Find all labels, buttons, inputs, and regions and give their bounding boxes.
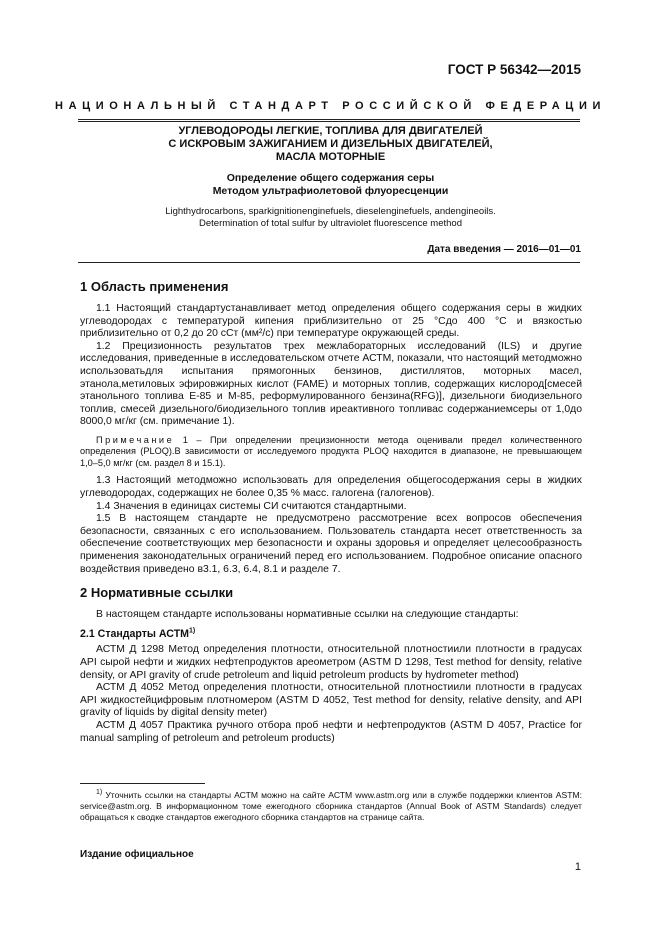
date-rule [78,262,580,263]
section-1-heading: 1 Область применения [80,279,229,294]
paragraph-1-1: 1.1 Настоящий стандартустанавливает метод определения общего содержания серы в жидких углеводородах с температурой кипения приблизительно от 25 °Сдо 400 °С и вязкостью приблизительно от 0,2 до 20 сСт (мм²/с) при температуре окружающей среды. [80,303,582,340]
title-line-2: С ИСКРОВЫМ ЗАЖИГАНИЕМ И ДИЗЕЛЬНЫХ ДВИГАТЕЛЕЙ, [168,138,493,150]
document-subtitle [0,172,661,198]
title-line-1: УГЛЕВОДОРОДЫ ЛЕГКИЕ, ТОПЛИВА ДЛЯ ДВИГАТЕЛЕЙ [178,125,483,137]
edition-label: Издание официальное [80,849,194,860]
subtitle-line-2: Методом ультрафиолетовой флуоресценции [212,185,449,197]
english-title-line-1: Lighthydrocarbons, sparkignitionenginefuels, dieselenginefuels, andengineoils. [165,206,496,217]
footnote-mark: 1) [96,789,103,797]
page-number: 1 [574,861,581,873]
main-content [80,280,582,745]
reference-astm-d4052: АСТМ Д 4052 Метод определения плотности, относительной плотностиили плотности в градусах API жидкостейцифровым плотномером (ASTM D 4052, Test method for density, relative density, and API gravity of liquids by digital density meter) [80,682,582,719]
header-rule-bottom [78,121,580,122]
title-line-3: МАСЛА МОТОРНЫЕ [275,151,386,163]
header-rule-top [78,119,580,120]
note-text: 1 – При определении прецизионности метода оценивали предел количественного определения (PLOQ).В зависимости от исследуемого продукта PLOQ находится в диапазоне, не превышающем 1,0–5,0 мг/кг (см. раздел 8 и 15.1). [80,434,582,468]
subtitle-line-1: Определение общего содержания серы [226,172,435,184]
footnote-ref: 1) [189,627,196,635]
footnote-text: Уточнить ссылки на стандарты АСТМ можно на сайте АСТМ www.astm.org или в службе поддержки клиентов ASTM: service@astm.org. В информационном томе ежегодного сборника стандартов (Annual Book of ASTM Standards) следует обращаться к сводке стандартов ежегодного сборника стандартов на странице сайта. [80,790,582,822]
english-title [0,206,661,230]
footnote [80,790,582,823]
paragraph-1-5: 1.5 В настоящем стандарте не предусмотрено рассмотрение всех вопросов обеспечения безопасности, связанных с его использованием. Пользователь стандарта несет ответственность за обеспечение соответствующих мер безопасности и охраны здоровья и определяет целесообразность применения законодательных ограничений перед его использованием. Подробное описание опасного воздействия приведено в3.1, 6.3, 6.4, 8.1 и разделе 7. [80,513,582,575]
section-2-lead: В настоящем стандарте использованы нормативные ссылки на следующие стандарты: [96,609,519,621]
reference-astm-d1298: АСТМ Д 1298 Метод определения плотности, относительной плотностиили плотности в градусах API сырой нефти и жидких нефтепродуктов ареометром (ASTM D 1298, Test method for density, relative density, or API gravity of crude petroleum and liquid petroleum products by hydrometer method) [80,644,582,681]
english-title-line-2: Determination of total sulfur by ultraviolet fluorescence method [199,218,462,229]
footnote-rule [80,783,205,784]
section-2-heading: 2 Нормативные ссылки [80,585,234,601]
subsection-2-1-title: 2.1 Стандарты АСТМ [80,627,189,640]
national-standard-banner: НАЦИОНАЛЬНЫЙ СТАНДАРТ РОССИЙСКОЙ ФЕДЕРАЦИИ [55,100,606,112]
note-label: Примечание [96,434,175,445]
introduction-date: Дата введения — 2016—01—01 [427,244,581,255]
footnote-paragraph [80,790,582,823]
gost-number: ГОСТ Р 56342—2015 [447,62,581,77]
paragraph-1-2: 1.2 Прецизионность результатов трех межлабораторных исследований (ILS) и другие исследования, приведенные в исследовательском отчете АСТМ, показали, что настоящий методможно использоватьдля испытания прямогонных бензинов, дистиллятов, моторных масел, этанола,метиловых эфировжирных кислот (FAME) и моторных топлив, содержащих кислород[смесей этанольного топлива Е-85 и М-85, реформулированного бензина(RFG)], дизельноги биодизельного топлив, смесей дизельного/биодизельного топлив иреактивного топливас содержаниемсеры от 1,0до 8000,0 мг/кг (см. примечание 1). [80,340,582,428]
note-1 [80,435,582,470]
paragraph-1-4: 1.4 Значения в единицах системы СИ считаются стандартными. [96,500,407,512]
paragraph-1-3: 1.3 Настоящий методможно использовать для определения общегосодержания серы в жидких углеводородах, содержащих не более 0,35 % масс. галогена (галогенов). [80,475,582,500]
subsection-2-1-heading [80,628,582,641]
document-title [0,125,661,164]
reference-astm-d4057: АСТМ Д 4057 Практика ручного отбора проб нефти и нефтепродуктов (ASTM D 4057, Practice for manual sampling of petroleum and petroleum products) [80,719,582,744]
